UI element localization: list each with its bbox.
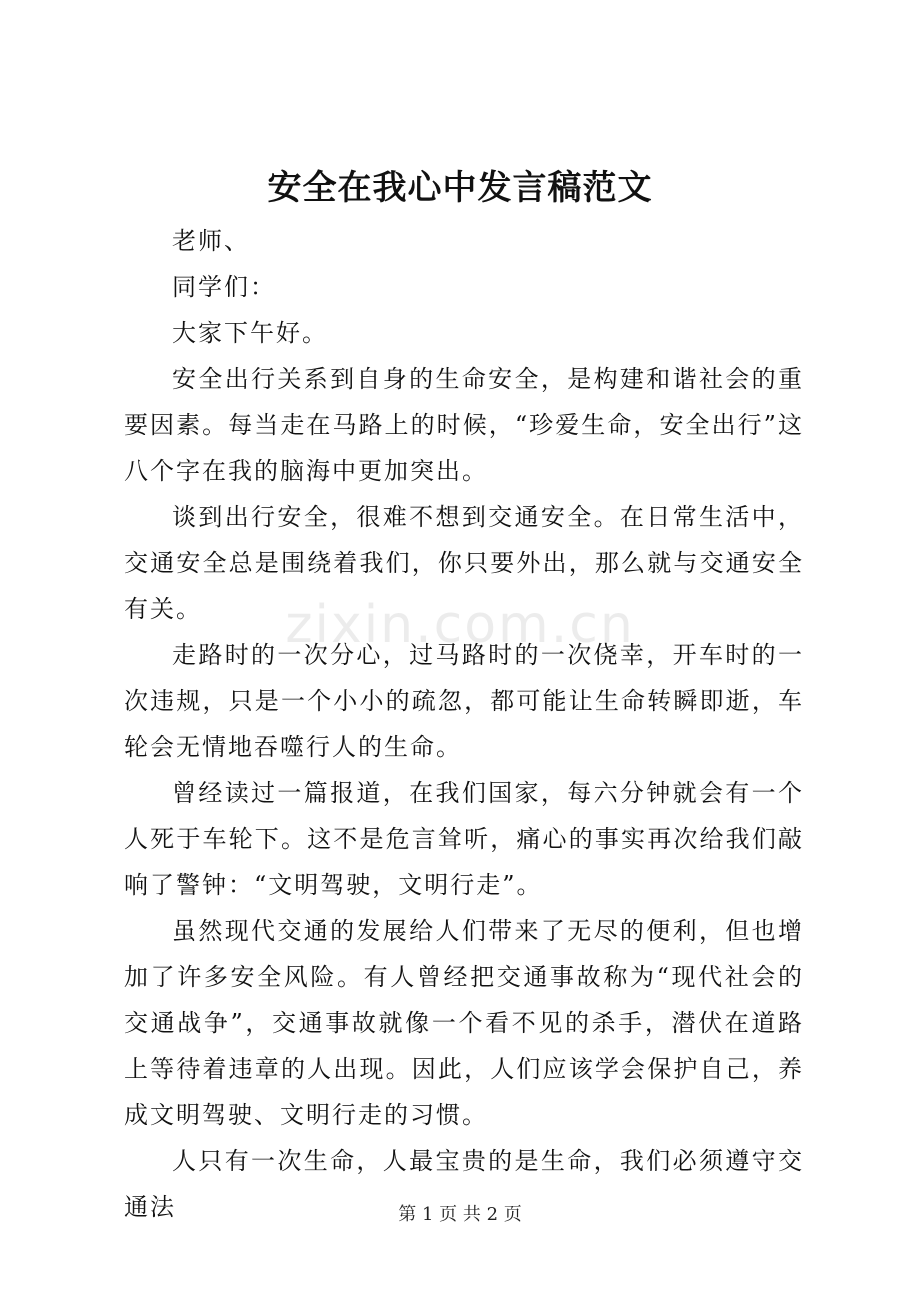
paragraph: 走路时的一次分心，过马路时的一次侥幸，开车时的一次违规，只是一个小小的疏忽，都可能让生命转瞬即逝，车轮会无情地吞噬行人的生命。 — [124, 641, 804, 761]
document-body — [124, 218, 804, 1230]
paragraph: 人只有一次生命，人最宝贵的是生命，我们必须遵守交通法 — [124, 1147, 804, 1221]
paragraph: 安全出行关系到自身的生命安全，是构建和谐社会的重要因素。每当走在马路上的时候，“珍爱生命，安全出行”这八个字在我的脑海中更加突出。 — [124, 365, 804, 485]
paragraph: 老师、 — [172, 227, 250, 255]
document-title: 安全在我心中发言稿范文 — [267, 168, 653, 208]
watermark: zixin.com.cn — [285, 595, 635, 655]
paragraph: 大家下午好。 — [172, 319, 328, 347]
paragraph: 同学们： — [172, 273, 276, 301]
paragraph: 虽然现代交通的发展给人们带来了无尽的便利，但也增加了许多安全风险。有人曾经把交通事故称为“现代社会的交通战争”，交通事故就像一个看不见的杀手，潜伏在道路上等待着违章的人出现。因此，人们应该学会保护自己，养成文明驾驶、文明行走的习惯。 — [124, 917, 804, 1129]
paragraph: 谈到出行安全，很难不想到交通安全。在日常生活中，交通安全总是围绕着我们，你只要外出，那么就与交通安全有关。 — [124, 503, 804, 623]
page-footer: 第 1 页 共 2 页 — [398, 1204, 522, 1225]
paragraph: 曾经读过一篇报道，在我们国家，每六分钟就会有一个人死于车轮下。这不是危言耸听，痛心的事实再次给我们敲响了警钟：“文明驾驶，文明行走”。 — [124, 779, 804, 899]
